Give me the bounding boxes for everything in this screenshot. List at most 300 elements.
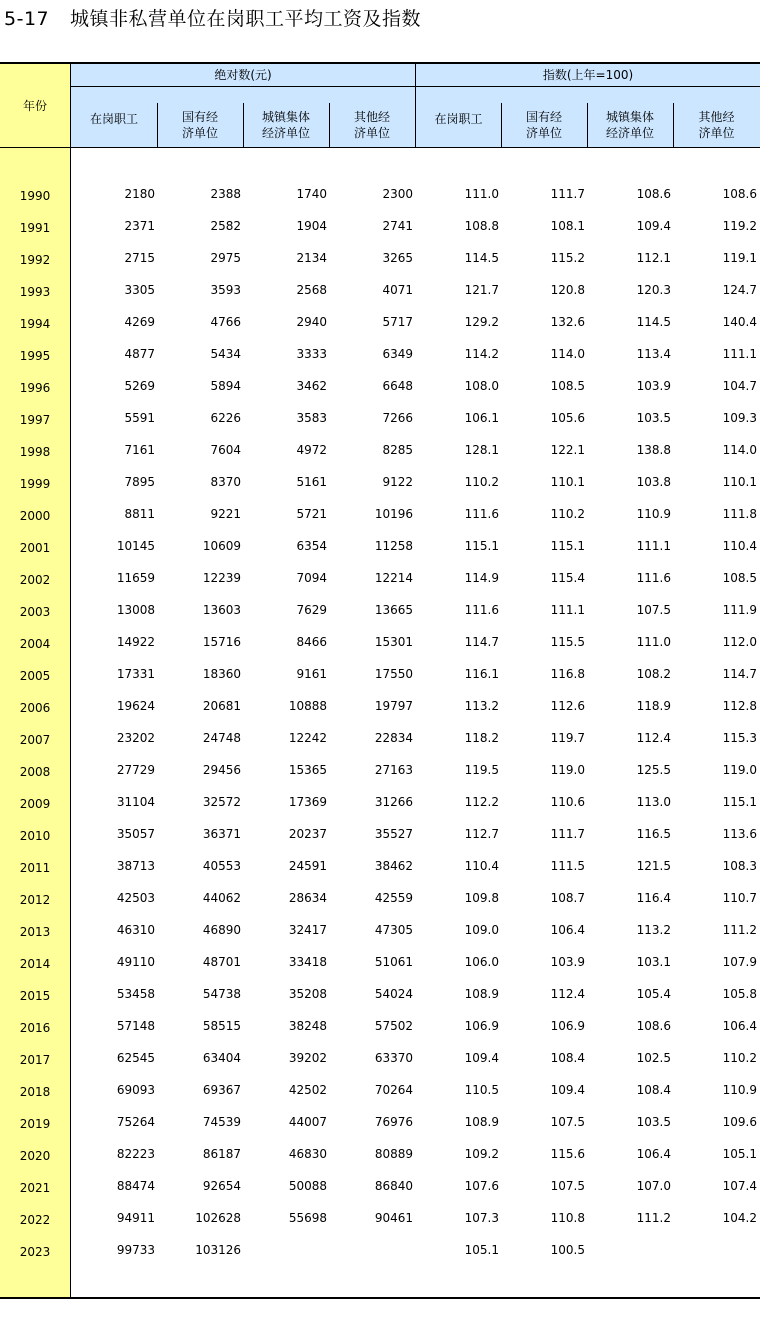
value-cell: 109.4 (550, 1083, 585, 1097)
value-cell: 105.4 (636, 987, 671, 1001)
value-cell: 2741 (382, 219, 413, 233)
value-cell: 6648 (382, 379, 413, 393)
value-cell: 19797 (374, 699, 413, 713)
value-cell: 103.9 (636, 379, 671, 393)
value-cell: 108.8 (464, 219, 499, 233)
value-cell: 112.0 (722, 635, 757, 649)
value-cell: 58515 (202, 1019, 241, 1033)
value-cell: 8466 (296, 635, 327, 649)
value-cell: 3583 (296, 411, 327, 425)
header-year: 年份 (22, 99, 47, 113)
table-row (0, 597, 760, 629)
year-cell: 1992 (19, 253, 51, 267)
value-cell: 9221 (210, 507, 241, 521)
value-cell: 107.6 (464, 1179, 499, 1193)
value-cell: 42503 (116, 891, 155, 905)
table-row (0, 437, 760, 469)
value-cell: 57502 (374, 1019, 413, 1033)
value-cell: 27163 (374, 763, 413, 777)
table-title (4, 6, 421, 32)
value-cell: 92654 (202, 1179, 241, 1193)
table-row (0, 981, 760, 1013)
value-cell: 105.6 (550, 411, 585, 425)
value-cell: 110.2 (722, 1051, 757, 1065)
value-cell: 107.0 (636, 1179, 671, 1193)
value-cell: 6226 (210, 411, 241, 425)
value-cell: 35057 (116, 827, 155, 841)
table-row (0, 181, 760, 213)
value-cell: 11659 (116, 571, 155, 585)
value-cell: 115.2 (550, 251, 585, 265)
value-cell: 82223 (116, 1147, 155, 1161)
year-cell: 2018 (19, 1085, 51, 1099)
header-col-5: 在岗职工 (434, 112, 483, 126)
value-cell: 5717 (382, 315, 413, 329)
value-cell: 17331 (116, 667, 155, 681)
year-cell: 2012 (19, 893, 51, 907)
year-cell: 2021 (19, 1181, 51, 1195)
value-cell: 2180 (124, 187, 155, 201)
value-cell: 128.1 (464, 443, 499, 457)
value-cell: 115.3 (722, 731, 757, 745)
value-cell: 10609 (202, 539, 241, 553)
value-cell: 110.9 (722, 1083, 757, 1097)
value-cell: 113.4 (636, 347, 671, 361)
value-cell: 5721 (296, 507, 327, 521)
table-row (0, 789, 760, 821)
value-cell: 50088 (288, 1179, 327, 1193)
value-cell: 111.0 (464, 187, 499, 201)
value-cell: 8370 (210, 475, 241, 489)
value-cell: 111.6 (636, 571, 671, 585)
value-cell: 100.5 (550, 1243, 585, 1257)
value-cell: 108.9 (464, 987, 499, 1001)
value-cell: 7266 (382, 411, 413, 425)
value-cell: 14922 (116, 635, 155, 649)
value-cell: 111.2 (722, 923, 757, 937)
value-cell: 38462 (374, 859, 413, 873)
value-cell: 3593 (210, 283, 241, 297)
value-cell: 103.8 (636, 475, 671, 489)
value-cell: 111.7 (550, 187, 585, 201)
value-cell: 105.1 (464, 1243, 499, 1257)
value-cell: 119.0 (722, 763, 757, 777)
value-cell: 18360 (202, 667, 241, 681)
value-cell: 1740 (296, 187, 327, 201)
value-cell: 20237 (288, 827, 327, 841)
value-cell: 121.5 (636, 859, 671, 873)
value-cell: 23202 (116, 731, 155, 745)
value-cell: 103.5 (636, 1115, 671, 1129)
value-cell: 112.4 (550, 987, 585, 1001)
year-cell: 2004 (19, 637, 51, 651)
value-cell: 47305 (374, 923, 413, 937)
value-cell: 113.2 (464, 699, 499, 713)
value-cell: 10145 (116, 539, 155, 553)
year-cell: 2005 (19, 669, 51, 683)
year-cell: 1999 (19, 477, 51, 491)
value-cell: 108.6 (636, 187, 671, 201)
value-cell: 76976 (374, 1115, 413, 1129)
value-cell: 108.5 (550, 379, 585, 393)
value-cell: 110.4 (722, 539, 757, 553)
table-row (0, 309, 760, 341)
value-cell: 28634 (288, 891, 327, 905)
value-cell: 5269 (124, 379, 155, 393)
value-cell: 110.6 (550, 795, 585, 809)
value-cell: 74539 (202, 1115, 241, 1129)
table-row (0, 1237, 760, 1269)
value-cell: 3305 (124, 283, 155, 297)
value-cell: 112.7 (464, 827, 499, 841)
value-cell: 5161 (296, 475, 327, 489)
value-cell: 110.4 (464, 859, 499, 873)
value-cell: 38248 (288, 1019, 327, 1033)
value-cell: 31266 (374, 795, 413, 809)
value-cell: 2975 (210, 251, 241, 265)
year-cell: 1994 (19, 317, 51, 331)
year-cell: 2009 (19, 797, 51, 811)
table-row (0, 565, 760, 597)
value-cell: 110.5 (464, 1083, 499, 1097)
table-row (0, 341, 760, 373)
year-cell: 2003 (19, 605, 51, 619)
value-cell: 110.7 (722, 891, 757, 905)
value-cell: 106.4 (550, 923, 585, 937)
value-cell: 4972 (296, 443, 327, 457)
value-cell: 103.9 (550, 955, 585, 969)
table-row (0, 693, 760, 725)
value-cell: 51061 (374, 955, 413, 969)
value-cell: 2582 (210, 219, 241, 233)
value-cell: 107.5 (550, 1115, 585, 1129)
year-cell: 2001 (19, 541, 51, 555)
value-cell: 13665 (374, 603, 413, 617)
value-cell: 111.6 (464, 603, 499, 617)
value-cell: 116.4 (636, 891, 671, 905)
header-col-2: 国有经 济单位 (181, 110, 218, 140)
value-cell: 108.6 (636, 1019, 671, 1033)
value-cell: 3265 (382, 251, 413, 265)
value-cell: 111.1 (722, 347, 757, 361)
year-cell: 2014 (19, 957, 51, 971)
value-cell: 17369 (288, 795, 327, 809)
year-cell: 2023 (19, 1245, 51, 1259)
value-cell: 2568 (296, 283, 327, 297)
table-row (0, 917, 760, 949)
header-col-7: 城镇集体 经济单位 (605, 110, 654, 140)
value-cell: 9122 (382, 475, 413, 489)
value-cell: 75264 (116, 1115, 155, 1129)
header-col-6: 国有经 济单位 (525, 110, 562, 140)
value-cell: 62545 (116, 1051, 155, 1065)
value-cell: 99733 (116, 1243, 155, 1257)
value-cell: 54024 (374, 987, 413, 1001)
value-cell: 63370 (374, 1051, 413, 1065)
value-cell: 94911 (116, 1211, 155, 1225)
header-col-3: 城镇集体 经济单位 (261, 110, 310, 140)
value-cell: 118.9 (636, 699, 671, 713)
value-cell: 38713 (116, 859, 155, 873)
table-row (0, 1141, 760, 1173)
value-cell: 105.8 (722, 987, 757, 1001)
value-cell: 113.0 (636, 795, 671, 809)
value-cell: 9161 (296, 667, 327, 681)
value-cell: 12239 (202, 571, 241, 585)
table-row (0, 1045, 760, 1077)
value-cell: 13603 (202, 603, 241, 617)
table-row (0, 885, 760, 917)
table-row (0, 405, 760, 437)
value-cell: 114.7 (722, 667, 757, 681)
value-cell: 107.9 (722, 955, 757, 969)
value-cell: 7895 (124, 475, 155, 489)
year-cell: 2017 (19, 1053, 51, 1067)
value-cell: 4071 (382, 283, 413, 297)
value-cell: 108.4 (550, 1051, 585, 1065)
value-cell: 119.0 (550, 763, 585, 777)
value-cell: 132.6 (550, 315, 585, 329)
value-cell: 80889 (374, 1147, 413, 1161)
value-cell: 119.1 (722, 251, 757, 265)
value-cell: 4877 (124, 347, 155, 361)
year-cell: 2006 (19, 701, 51, 715)
value-cell: 109.4 (464, 1051, 499, 1065)
value-cell: 48701 (202, 955, 241, 969)
value-cell: 125.5 (636, 763, 671, 777)
table-number: 5-17 (4, 8, 50, 30)
value-cell: 7094 (296, 571, 327, 585)
value-cell: 111.0 (636, 635, 671, 649)
value-cell: 102628 (195, 1211, 241, 1225)
value-cell: 108.5 (722, 571, 757, 585)
value-cell: 114.9 (464, 571, 499, 585)
value-cell: 3333 (296, 347, 327, 361)
value-cell: 106.9 (464, 1019, 499, 1033)
value-cell: 111.1 (636, 539, 671, 553)
value-cell: 111.7 (550, 827, 585, 841)
value-cell: 103126 (195, 1243, 241, 1257)
table-row (0, 1013, 760, 1045)
value-cell: 10888 (288, 699, 327, 713)
year-cell: 1998 (19, 445, 51, 459)
table-row (0, 469, 760, 501)
value-cell: 69093 (116, 1083, 155, 1097)
year-cell: 2020 (19, 1149, 51, 1163)
value-cell: 7161 (124, 443, 155, 457)
year-cell: 2016 (19, 1021, 51, 1035)
value-cell: 42502 (288, 1083, 327, 1097)
bottom-rule (0, 1297, 760, 1299)
value-cell: 46830 (288, 1147, 327, 1161)
year-cell: 2010 (19, 829, 51, 843)
value-cell: 119.7 (550, 731, 585, 745)
year-cell: 1991 (19, 221, 51, 235)
value-cell: 102.5 (636, 1051, 671, 1065)
header-bottom-rule (0, 147, 760, 148)
value-cell: 115.4 (550, 571, 585, 585)
value-cell: 104.2 (722, 1211, 757, 1225)
value-cell: 12214 (374, 571, 413, 585)
value-cell: 109.8 (464, 891, 499, 905)
value-cell: 49110 (116, 955, 155, 969)
value-cell: 116.1 (464, 667, 499, 681)
value-cell: 90461 (374, 1211, 413, 1225)
value-cell: 46310 (116, 923, 155, 937)
value-cell: 7629 (296, 603, 327, 617)
value-cell: 86840 (374, 1179, 413, 1193)
table-row (0, 1109, 760, 1141)
value-cell: 111.9 (722, 603, 757, 617)
value-cell: 116.5 (636, 827, 671, 841)
value-cell: 115.1 (464, 539, 499, 553)
value-cell: 110.9 (636, 507, 671, 521)
value-cell: 118.2 (464, 731, 499, 745)
value-cell: 108.3 (722, 859, 757, 873)
value-cell: 111.1 (550, 603, 585, 617)
value-cell: 115.1 (722, 795, 757, 809)
value-cell: 44007 (288, 1115, 327, 1129)
value-cell: 106.1 (464, 411, 499, 425)
value-cell: 108.9 (464, 1115, 499, 1129)
value-cell: 2134 (296, 251, 327, 265)
table-row (0, 277, 760, 309)
table-row (0, 533, 760, 565)
table-row (0, 949, 760, 981)
table-row (0, 661, 760, 693)
value-cell: 109.4 (636, 219, 671, 233)
value-cell: 121.7 (464, 283, 499, 297)
year-cell: 1990 (19, 189, 51, 203)
year-cell: 2015 (19, 989, 51, 1003)
value-cell: 20681 (202, 699, 241, 713)
value-cell: 44062 (202, 891, 241, 905)
table-row (0, 245, 760, 277)
value-cell: 108.4 (636, 1083, 671, 1097)
value-cell: 10196 (374, 507, 413, 521)
value-cell: 7604 (210, 443, 241, 457)
value-cell: 57148 (116, 1019, 155, 1033)
value-cell: 110.8 (550, 1211, 585, 1225)
year-cell: 2002 (19, 573, 51, 587)
value-cell: 53458 (116, 987, 155, 1001)
year-cell: 2022 (19, 1213, 51, 1227)
value-cell: 107.5 (550, 1179, 585, 1193)
value-cell: 63404 (202, 1051, 241, 1065)
value-cell: 46890 (202, 923, 241, 937)
value-cell: 115.1 (550, 539, 585, 553)
value-cell: 106.4 (636, 1147, 671, 1161)
year-cell: 2011 (19, 861, 51, 875)
year-cell: 1996 (19, 381, 51, 395)
table-caption: 城镇非私营单位在岗职工平均工资及指数 (70, 8, 422, 30)
value-cell: 108.0 (464, 379, 499, 393)
value-cell: 107.4 (722, 1179, 757, 1193)
value-cell: 140.4 (722, 315, 757, 329)
value-cell: 4766 (210, 315, 241, 329)
value-cell: 110.1 (550, 475, 585, 489)
value-cell: 114.0 (550, 347, 585, 361)
table-row (0, 821, 760, 853)
header-col-4: 其他经 济单位 (353, 110, 390, 140)
value-cell: 109.0 (464, 923, 499, 937)
header-group-absolute: 绝对数(元) (214, 68, 272, 82)
value-cell: 120.8 (550, 283, 585, 297)
value-cell: 106.9 (550, 1019, 585, 1033)
value-cell: 114.0 (722, 443, 757, 457)
value-cell: 32572 (202, 795, 241, 809)
value-cell: 114.5 (636, 315, 671, 329)
value-cell: 119.2 (722, 219, 757, 233)
value-cell: 110.2 (464, 475, 499, 489)
value-cell: 124.7 (722, 283, 757, 297)
table-row (0, 725, 760, 757)
value-cell: 119.5 (464, 763, 499, 777)
value-cell: 122.1 (550, 443, 585, 457)
value-cell: 110.2 (550, 507, 585, 521)
value-cell: 35208 (288, 987, 327, 1001)
value-cell: 112.6 (550, 699, 585, 713)
value-cell: 107.5 (636, 603, 671, 617)
value-cell: 15716 (202, 635, 241, 649)
value-cell: 109.2 (464, 1147, 499, 1161)
value-cell: 15365 (288, 763, 327, 777)
value-cell: 108.2 (636, 667, 671, 681)
value-cell: 112.2 (464, 795, 499, 809)
value-cell: 22834 (374, 731, 413, 745)
value-cell: 109.3 (722, 411, 757, 425)
value-cell: 120.3 (636, 283, 671, 297)
value-cell: 112.8 (722, 699, 757, 713)
value-cell: 33418 (288, 955, 327, 969)
year-cell: 1997 (19, 413, 51, 427)
value-cell: 42559 (374, 891, 413, 905)
value-cell: 111.5 (550, 859, 585, 873)
table-row (0, 1173, 760, 1205)
value-cell: 29456 (202, 763, 241, 777)
value-cell: 19624 (116, 699, 155, 713)
value-cell: 2371 (124, 219, 155, 233)
value-cell: 2715 (124, 251, 155, 265)
value-cell: 31104 (116, 795, 155, 809)
value-cell: 5591 (124, 411, 155, 425)
value-cell: 114.2 (464, 347, 499, 361)
value-cell: 103.1 (636, 955, 671, 969)
value-cell: 1904 (296, 219, 327, 233)
value-cell: 2300 (382, 187, 413, 201)
value-cell: 8285 (382, 443, 413, 457)
header-group-index: 指数(上年=100) (542, 68, 634, 82)
table-row (0, 1077, 760, 1109)
value-cell: 112.1 (636, 251, 671, 265)
table-row (0, 853, 760, 885)
value-cell: 138.8 (636, 443, 671, 457)
value-cell: 40553 (202, 859, 241, 873)
year-cell: 2008 (19, 765, 51, 779)
value-cell: 115.6 (550, 1147, 585, 1161)
value-cell: 108.6 (722, 187, 757, 201)
table-row (0, 213, 760, 245)
value-cell: 109.6 (722, 1115, 757, 1129)
value-cell: 104.7 (722, 379, 757, 393)
value-cell: 106.0 (464, 955, 499, 969)
year-cell: 2007 (19, 733, 51, 747)
table-row (0, 373, 760, 405)
value-cell: 54738 (202, 987, 241, 1001)
value-cell: 69367 (202, 1083, 241, 1097)
value-cell: 114.5 (464, 251, 499, 265)
value-cell: 108.1 (550, 219, 585, 233)
